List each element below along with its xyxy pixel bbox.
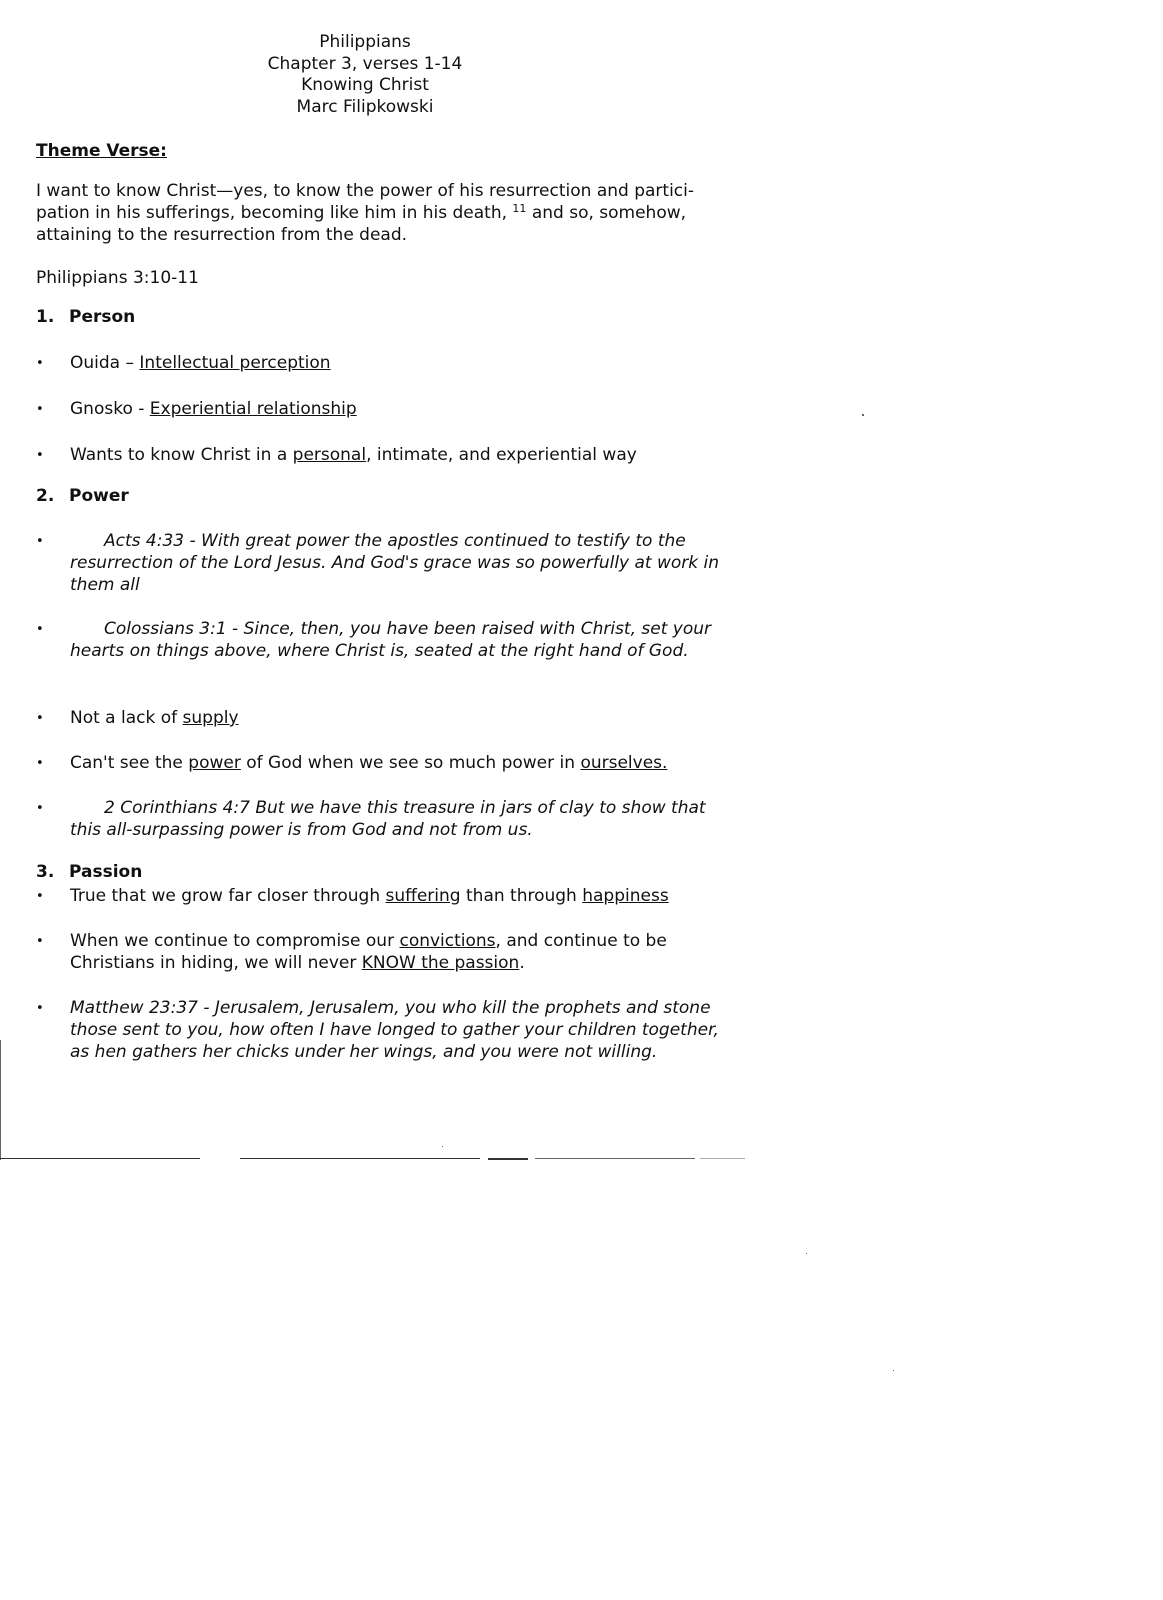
- scan-speck: [893, 1370, 894, 1371]
- item-text: When we continue to compromise our: [70, 931, 400, 951]
- bullet-icon: •: [36, 711, 44, 726]
- bullet-icon: •: [36, 534, 44, 549]
- bullet-icon: •: [36, 889, 44, 904]
- scan-divider-line: [700, 1158, 745, 1159]
- theme-verse-text: [36, 180, 716, 246]
- item-underlined-text: happiness: [582, 886, 669, 906]
- item-text: .: [519, 953, 525, 973]
- scan-speck: [806, 1253, 807, 1254]
- bullet-icon: •: [36, 402, 44, 417]
- bullet-icon: •: [36, 801, 44, 816]
- scan-margin-line: [0, 1040, 1, 1160]
- scan-divider-line: [488, 1158, 528, 1160]
- scan-divider-line: [535, 1158, 695, 1159]
- scripture-quote: Acts 4:33 - With great power the apostles continued to testify to the resurrection of the Lord Jesus. And God's grace was so powerfully at work in them all: [70, 531, 720, 595]
- scripture-quote: Colossians 3:1 - Since, then, you have been raised with Christ, set your hearts on things above, where Christ is, seated at the right hand of God.: [70, 619, 712, 661]
- section-number: 2.: [36, 486, 55, 506]
- section-heading-power: [36, 486, 129, 506]
- section-title: Passion: [69, 862, 143, 882]
- item-underlined-text: power: [188, 753, 241, 773]
- item-text: Not a lack of: [70, 708, 183, 728]
- section-title: Power: [69, 486, 129, 506]
- scan-speck: [862, 414, 864, 416]
- bullet-icon: •: [36, 622, 44, 637]
- item-text: of God when we see so much power in: [240, 753, 581, 773]
- item-text: Ouida –: [70, 353, 140, 373]
- theme-verse-reference: Philippians 3:10-11: [36, 268, 199, 288]
- scan-divider-line: [0, 1158, 200, 1159]
- item-text: , intimate, and experiential way: [366, 445, 637, 465]
- document-header: [200, 32, 530, 118]
- item-text: Can't see the: [70, 753, 189, 773]
- item-text: Gnosko -: [70, 399, 150, 419]
- chapter-line: Chapter 3, verses 1-14: [267, 53, 463, 74]
- item-underlined-text: Intellectual perception: [139, 353, 331, 373]
- item-underlined-text: convictions: [399, 931, 496, 951]
- book-title: Philippians: [319, 32, 411, 52]
- section-heading-person: [36, 307, 135, 327]
- theme-verse-text-part1: I want to know Christ—yes, to know the power of his resurrection and partici-pation in his sufferings, becoming like him in his death,: [36, 181, 695, 223]
- section-title: Person: [69, 307, 136, 327]
- bullet-icon: •: [36, 756, 44, 771]
- author-name: Marc Filipkowski: [296, 96, 434, 117]
- item-text: True that we grow far closer through: [70, 886, 386, 906]
- bullet-icon: •: [36, 1001, 44, 1016]
- scripture-quote: 2 Corinthians 4:7 But we have this treasure in jars of clay to show that this all-surpassing power is from God and not from us.: [70, 798, 706, 840]
- bullet-icon: •: [36, 356, 44, 371]
- item-underlined-text: supply: [182, 708, 239, 728]
- theme-verse-heading: Theme Verse:: [36, 141, 167, 161]
- item-text: than through: [460, 886, 583, 906]
- item-underlined-text: suffering: [385, 886, 461, 906]
- scan-speck: [442, 1146, 443, 1147]
- item-underlined-text: ourselves.: [580, 753, 668, 773]
- item-text: Wants to know Christ in a: [70, 445, 293, 465]
- item-text: , and continue to be Christians in hiding, we will never: [70, 931, 667, 973]
- section-heading-passion: [36, 862, 142, 882]
- bullet-icon: •: [36, 934, 44, 949]
- item-underlined-text: KNOW the passion: [361, 953, 520, 973]
- section-number: 1.: [36, 307, 55, 327]
- verse-number: 11: [512, 202, 527, 215]
- scripture-quote: Matthew 23:37 - Jerusalem, Jerusalem, you who kill the prophets and stone those sent to you, how often I have longed to gather your children together, as hen gathers her chicks under her wings, and you were not willing.: [70, 998, 719, 1062]
- theme-verse-text-part2: and so, somehow, attaining to the resurrection from the dead.: [36, 203, 687, 245]
- scan-divider-line: [240, 1158, 480, 1159]
- section-number: 3.: [36, 862, 55, 882]
- bullet-icon: •: [36, 448, 44, 463]
- sermon-title: Knowing Christ: [301, 75, 429, 95]
- item-underlined-text: Experiential relationship: [149, 399, 357, 419]
- item-underlined-text: personal: [292, 445, 367, 465]
